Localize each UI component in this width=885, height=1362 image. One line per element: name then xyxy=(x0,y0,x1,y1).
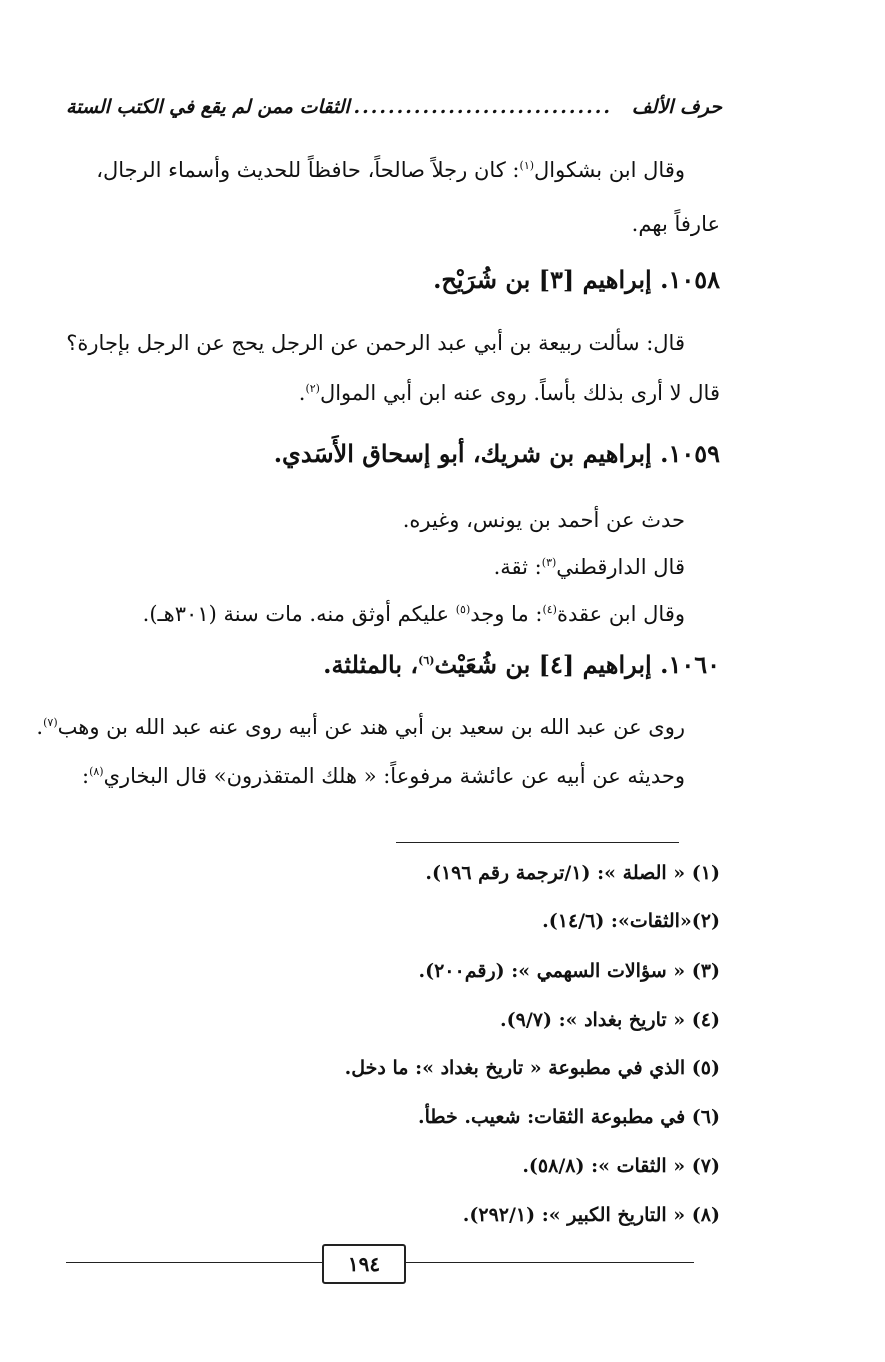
page-number: ١٩٤ xyxy=(322,1244,406,1284)
header-chapter: حرف الألف xyxy=(631,96,722,118)
paragraph-line: قال الدارقطني$^{(٣)}$: ثقة. xyxy=(493,555,685,579)
footnote-ref: (٨) xyxy=(89,765,104,778)
header-dots: .............................. xyxy=(353,96,612,118)
footnote-3: (٣) « سؤالات السهمي »: (رقم٢٠٠). xyxy=(418,960,720,982)
footnote-6: (٦) في مطبوعة الثقات: شعيب. خطأ. xyxy=(418,1106,720,1128)
paragraph-line: وحديثه عن أبيه عن عائشة مرفوعاً: « هلك المتقذرون» قال البخاري$^{(٨)}$: xyxy=(81,764,685,788)
footnote-5: (٥) الذي في مطبوعة « تاريخ بغداد »: ما دخل. xyxy=(344,1057,720,1079)
footnote-ref: (٤) xyxy=(542,603,557,616)
footnote-ref: (٦) xyxy=(418,654,435,667)
paragraph-line: عارفاً بهم. xyxy=(631,212,720,236)
footnote-ref: (٢) xyxy=(305,382,320,395)
footnote-separator xyxy=(396,842,679,843)
paragraph-line: وقال ابن بشكوال$^{(١)}$: كان رجلاً صالحاً، حافظاً للحديث وأسماء الرجال، xyxy=(96,158,685,182)
footnote-8: (٨) « التاريخ الكبير »: (٢٩٢/١). xyxy=(462,1204,720,1226)
paragraph-line: حدث عن أحمد بن يونس، وغيره. xyxy=(402,508,685,532)
paragraph-line: قال: سألت ربيعة بن أبي عبد الرحمن عن الرجل يحج عن الرجل بإجارة؟ xyxy=(66,331,685,355)
footnote-1: (١) « الصلة »: (١/ترجمة رقم ١٩٦). xyxy=(425,862,720,884)
running-header xyxy=(66,92,722,126)
footnote-ref: (٣) xyxy=(541,556,557,569)
paragraph-line: وقال ابن عقدة$^{(٤)}$: ما وجد$^{(٥)}$ عليكم أوثق منه. مات سنة (٣٠١هـ). xyxy=(142,602,685,626)
footnote-2: (٢)«الثقات»: (١٤/٦). xyxy=(542,910,720,932)
header-book-title: الثقات ممن لم يقع في الكتب الستة xyxy=(66,96,350,118)
entry-title-1060: ١٠٦٠. إبراهيم [٤] بن شُعَيْث$^{(٦)}$، بالمثلثة. xyxy=(323,650,720,679)
footnote-4: (٤) « تاريخ بغداد »: (٩/٧). xyxy=(500,1009,720,1031)
footnote-7: (٧) « الثقات »: (٥٨/٨). xyxy=(522,1155,720,1177)
footnote-ref: (٧) xyxy=(43,716,58,729)
entry-title-1058: ١٠٥٨. إبراهيم [٣] بن شُرَيْح. xyxy=(433,265,720,294)
entry-title-1059: ١٠٥٩. إبراهيم بن شريك، أبو إسحاق الأَسَدي. xyxy=(273,439,720,468)
footnote-ref: (٥) xyxy=(455,603,471,616)
paragraph-line: روى عن عبد الله بن سعيد بن أبي هند عن أبيه روى عنه عبد الله بن وهب$^{(٧)}$. xyxy=(36,715,685,739)
paragraph-line: قال لا أرى بذلك بأساً. روى عنه ابن أبي الموال$^{(٢)}$. xyxy=(298,381,720,405)
footnote-ref: (١) xyxy=(519,159,535,172)
